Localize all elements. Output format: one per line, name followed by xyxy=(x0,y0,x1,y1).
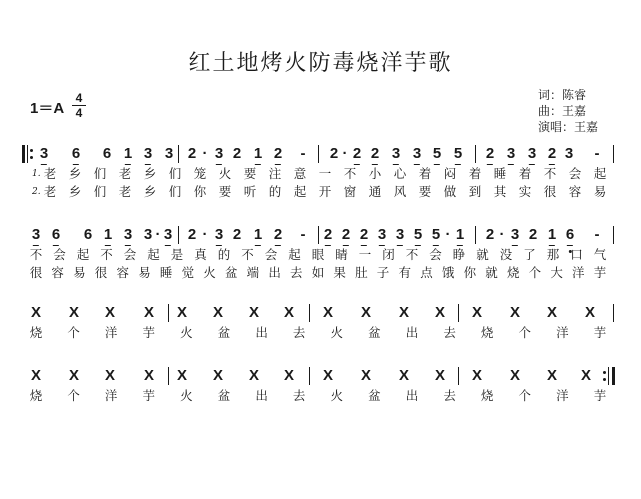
rhythm-note: X xyxy=(546,367,558,384)
note: 6 xyxy=(566,227,574,243)
dot-note: · xyxy=(342,145,348,162)
repeat-start-barline xyxy=(22,145,25,163)
lyric-char: 气 xyxy=(593,247,607,262)
lyric-char: 如 xyxy=(311,265,325,280)
credit-line: 词：陈睿 xyxy=(538,88,587,102)
lyric-char: 就 xyxy=(476,247,489,262)
note: 2 xyxy=(274,146,282,162)
lyric-char: 很 xyxy=(29,265,43,280)
note: 3 xyxy=(124,227,132,243)
rhythm-note: X xyxy=(68,367,80,384)
lyric-char: 起 xyxy=(147,247,160,262)
lyric-char: 洋 xyxy=(556,388,569,403)
lyric-char: 睡 xyxy=(159,265,173,280)
rhythm-note: X xyxy=(398,367,410,384)
score-system xyxy=(0,226,641,306)
lyric-char: 烧 xyxy=(480,388,494,403)
lyric-char: 芋 xyxy=(593,388,607,403)
lyric-char: 会 xyxy=(264,247,278,262)
lyric-char: 个 xyxy=(528,265,542,280)
verse-number: 1. xyxy=(32,169,41,179)
lyric-char: 了 xyxy=(523,247,536,262)
lyric-char: 其 xyxy=(493,184,507,199)
lyric-char: 要 xyxy=(218,184,232,199)
lyric-char: 易 xyxy=(593,184,607,199)
note: 2 xyxy=(187,226,197,243)
lyric-char: 开 xyxy=(318,184,332,199)
dot-note: · xyxy=(445,226,451,243)
note: 3 xyxy=(511,227,519,243)
rhythm-note: X xyxy=(546,304,558,321)
rhythm-note: X xyxy=(30,367,42,384)
lyric-char: 烧 xyxy=(29,325,43,340)
barline xyxy=(458,367,459,385)
rhythm-note: X xyxy=(143,367,155,384)
song-title: 红土地烤火防毒烧洋芋歌 xyxy=(188,51,453,76)
lyric-char: 真 xyxy=(194,247,207,262)
note: 3 xyxy=(164,145,174,162)
lyric-char: 就 xyxy=(485,265,498,280)
rhythm-note: X xyxy=(434,367,446,384)
note: 1 xyxy=(104,227,112,243)
lyric-char: 风 xyxy=(393,184,407,199)
note: 2 xyxy=(324,227,332,243)
score-system xyxy=(0,367,641,447)
lyric-char: 容 xyxy=(51,265,64,280)
note: 3 xyxy=(392,146,400,162)
lyric-char: 那 xyxy=(546,247,560,262)
rhythm-note: X xyxy=(471,304,483,321)
rhythm-note: X xyxy=(68,304,80,321)
lyric-char: 们 xyxy=(168,184,182,199)
time-numerator: 4 xyxy=(75,91,83,105)
barline xyxy=(458,304,459,322)
note: 5 xyxy=(454,146,462,162)
lyric-char: 乡 xyxy=(143,166,157,181)
rhythm-note: X xyxy=(434,304,446,321)
lyric-char: 窗 xyxy=(343,184,357,199)
lyric-char: 笼 xyxy=(193,166,207,181)
lyric-char: 着 xyxy=(418,166,432,181)
barline xyxy=(613,145,614,163)
lyric-char: 老 xyxy=(118,184,132,199)
rhythm-note: X xyxy=(580,367,592,384)
lyric-char: 觉 xyxy=(181,265,195,280)
lyric-char: 出 xyxy=(405,388,419,403)
lyric-char: 火 xyxy=(180,388,193,403)
lyric-char: 洋 xyxy=(104,325,118,340)
lyric-char: 起 xyxy=(288,247,301,262)
lyric-char: 要 xyxy=(243,166,257,181)
lyric-char: 的 xyxy=(268,184,282,199)
lyric-char: 果 xyxy=(333,265,346,280)
rhythm-note: X xyxy=(471,367,483,384)
lyric-char: 盆 xyxy=(368,388,381,403)
note: 3 xyxy=(378,227,386,243)
rhythm-note: X xyxy=(283,367,295,384)
lyric-char: 肚 xyxy=(355,265,368,280)
rhythm-note: X xyxy=(584,304,596,321)
lyric-char: 去 xyxy=(443,325,456,340)
note: 2 xyxy=(360,227,368,243)
note: 2 xyxy=(274,227,282,243)
lyric-char: 个 xyxy=(518,388,532,403)
lyric-char: 闷 xyxy=(443,166,457,181)
lyric-char: 心 xyxy=(393,166,407,181)
rhythm-note: X xyxy=(322,304,334,321)
lyric-char: 是 xyxy=(170,247,184,262)
lyric-char: 乡 xyxy=(68,184,82,199)
barline xyxy=(178,145,179,163)
lyric-char: 们 xyxy=(93,166,107,181)
note: 3 xyxy=(164,227,172,243)
lyric-char: 出 xyxy=(268,265,281,280)
rhythm-note: X xyxy=(248,304,260,321)
lyric-char: 通 xyxy=(368,184,382,199)
note: 3 xyxy=(143,226,153,243)
lyric-char: 不 xyxy=(405,247,419,262)
note: 3 xyxy=(528,146,536,162)
lyric-char: 芋 xyxy=(142,388,156,403)
rhythm-note: X xyxy=(283,304,295,321)
note: 5 xyxy=(414,227,422,243)
lyric-char: 容 xyxy=(568,184,582,199)
lyric-char: 洋 xyxy=(104,388,118,403)
lyric-char: 睛 xyxy=(335,247,348,262)
rhythm-note: X xyxy=(176,304,188,321)
dash-note: - xyxy=(594,226,600,243)
repeat-dot xyxy=(30,156,33,159)
lyric-char: 老 xyxy=(43,166,57,181)
time-denominator: 4 xyxy=(75,106,83,120)
lyric-char: 很 xyxy=(543,184,557,199)
barline xyxy=(168,367,169,385)
note: 2 xyxy=(371,146,379,162)
rhythm-note: X xyxy=(176,367,188,384)
lyric-char: 不 xyxy=(343,166,357,181)
rhythm-note: X xyxy=(30,304,42,321)
score-system xyxy=(0,145,641,225)
lyric-char: 个 xyxy=(67,325,80,340)
note: 2 xyxy=(187,145,197,162)
lyric-char: 易 xyxy=(138,265,151,280)
lyric-char: 口 xyxy=(570,247,583,262)
note: 3 xyxy=(396,227,404,243)
lyric-char: 盆 xyxy=(217,325,231,340)
note: 1 xyxy=(254,146,262,162)
lyric-char: 注 xyxy=(268,166,282,181)
lyric-char: 去 xyxy=(290,265,303,280)
barline xyxy=(318,226,319,244)
note: 2 xyxy=(485,226,495,243)
lyric-char: 端 xyxy=(246,265,260,280)
note: 3 xyxy=(564,145,574,162)
note: 5 xyxy=(433,146,441,162)
note: 6 xyxy=(52,227,60,243)
barline xyxy=(168,304,169,322)
note: 3 xyxy=(40,146,48,162)
lyric-char: 你 xyxy=(463,265,477,280)
barline xyxy=(475,145,476,163)
lyric-char: 睡 xyxy=(493,166,507,181)
dash-note: - xyxy=(300,145,306,162)
lyric-char: 火 xyxy=(180,325,193,340)
note: 5 xyxy=(432,227,440,243)
lyric-char: 一 xyxy=(318,166,332,181)
note: 2 xyxy=(353,146,361,162)
lyric-char: 火 xyxy=(218,166,232,181)
note: 2 xyxy=(329,145,339,162)
lyric-char: 着 xyxy=(518,166,532,181)
lyric-char: 会 xyxy=(568,166,582,181)
dot-note: · xyxy=(202,145,208,162)
lyric-char: 个 xyxy=(518,325,532,340)
dot-note: · xyxy=(202,226,208,243)
note: 1 xyxy=(548,227,556,243)
lyric-char: 点 xyxy=(420,265,433,280)
barline xyxy=(309,367,310,385)
dash-note: - xyxy=(594,145,600,162)
lyric-char: 出 xyxy=(405,325,419,340)
lyric-char: 容 xyxy=(116,265,130,280)
rhythm-note: X xyxy=(509,367,521,384)
rhythm-note: X xyxy=(143,304,155,321)
barline xyxy=(613,304,614,322)
lyric-char: 去 xyxy=(443,388,456,403)
repeat-dot xyxy=(30,149,33,152)
lyric-char: 起 xyxy=(593,166,607,181)
lyric-char: 们 xyxy=(93,184,107,199)
note: 3 xyxy=(215,146,223,162)
lyric-char: 的 xyxy=(217,247,231,262)
lyric-char: 有 xyxy=(398,265,412,280)
repeat-dot xyxy=(603,378,606,381)
dot-note: · xyxy=(155,226,161,243)
lyric-char: 要 xyxy=(418,184,432,199)
note: 3 xyxy=(507,146,515,162)
lyric-char: 小 xyxy=(368,166,382,181)
lyric-char: 出 xyxy=(255,388,268,403)
barline xyxy=(608,367,609,385)
lyric-char: 老 xyxy=(43,184,57,199)
lyric-char: 实 xyxy=(518,184,532,199)
rhythm-note: X xyxy=(104,367,116,384)
lyric-char: 芋 xyxy=(593,265,607,280)
lyric-char: 去 xyxy=(292,388,306,403)
note: 3 xyxy=(32,227,40,243)
lyric-char: 烧 xyxy=(480,325,494,340)
lyric-char: 烧 xyxy=(506,265,520,280)
note: 3 xyxy=(413,146,421,162)
rhythm-note: X xyxy=(212,367,224,384)
lyric-char: 子 xyxy=(376,265,390,280)
lyric-char: 洋 xyxy=(556,325,569,340)
lyric-char: 不 xyxy=(241,247,254,262)
lyric-char: 起 xyxy=(76,247,90,262)
dash-note: - xyxy=(300,226,306,243)
key-signature: 1＝A xyxy=(30,100,65,117)
lyric-char: 易 xyxy=(73,265,86,280)
lyric-char: 睁 xyxy=(452,247,466,262)
lyric-char: 火 xyxy=(330,325,344,340)
repeat-end-barline xyxy=(612,367,615,385)
lyric-char: 到 xyxy=(468,184,482,199)
lyric-char: 个 xyxy=(67,388,80,403)
lyric-char: 做 xyxy=(443,184,457,199)
lyric-char: 意 xyxy=(293,166,307,181)
note: 2 xyxy=(548,146,556,162)
credit-line: 演唱：王嘉 xyxy=(538,120,599,134)
note: 2 xyxy=(232,145,242,162)
lyric-char: 们 xyxy=(168,166,182,181)
lyric-char: 不 xyxy=(29,247,43,262)
lyric-char: 乡 xyxy=(68,166,82,181)
lyric-char: 出 xyxy=(255,325,268,340)
lyric-char: 大 xyxy=(550,265,563,280)
lyric-char: 你 xyxy=(193,184,207,199)
lyric-char: 老 xyxy=(118,166,132,181)
lyric-char: 盆 xyxy=(368,325,381,340)
lyric-char: 会 xyxy=(123,247,137,262)
lyric-char: 饿 xyxy=(441,265,455,280)
barline xyxy=(309,304,310,322)
lyric-char: 听 xyxy=(243,184,257,199)
lyric-char: 一 xyxy=(358,247,372,262)
rhythm-note: X xyxy=(509,304,521,321)
lyric-char: 盆 xyxy=(217,388,231,403)
lyric-char: 没 xyxy=(499,247,513,262)
repeat-dot xyxy=(603,371,606,374)
note: 6 xyxy=(72,146,80,162)
lyric-char: 不 xyxy=(543,166,557,181)
lyric-char: 起 xyxy=(293,184,307,199)
time-signature xyxy=(72,92,86,119)
verse-number: 2. xyxy=(32,187,41,197)
lyric-char: 烧 xyxy=(29,388,43,403)
lyric-char: 去 xyxy=(292,325,306,340)
note: 6 xyxy=(102,145,112,162)
repeat-start-barline xyxy=(27,145,28,163)
lyric-char: 不 xyxy=(100,247,113,262)
rhythm-note: X xyxy=(104,304,116,321)
lyric-char: 芋 xyxy=(142,325,156,340)
barline xyxy=(178,226,179,244)
note: 3 xyxy=(215,227,223,243)
rhythm-note: X xyxy=(360,367,372,384)
lyric-char: 芋 xyxy=(593,325,607,340)
note: 2 xyxy=(232,226,242,243)
rhythm-note: X xyxy=(322,367,334,384)
lyric-char: 火 xyxy=(330,388,344,403)
lyric-char: 洋 xyxy=(572,265,585,280)
note: 2 xyxy=(342,227,350,243)
lyric-char: 乡 xyxy=(143,184,157,199)
lyric-char: 着 xyxy=(468,166,482,181)
note: 2 xyxy=(528,226,538,243)
rhythm-note: X xyxy=(212,304,224,321)
rhythm-note: X xyxy=(248,367,260,384)
note: 1 xyxy=(456,227,464,243)
rhythm-note: X xyxy=(398,304,410,321)
barline xyxy=(318,145,319,163)
lyric-char: 眼 xyxy=(311,247,325,262)
lyric-char: 会 xyxy=(429,247,442,262)
barline xyxy=(475,226,476,244)
lyric-char: 盆 xyxy=(224,265,238,280)
credit-line: 曲：王嘉 xyxy=(538,104,587,118)
lyric-char: 火 xyxy=(203,265,216,280)
dot-note: · xyxy=(499,226,505,243)
note: 1 xyxy=(254,227,262,243)
barline xyxy=(613,226,614,244)
note: 1 xyxy=(124,146,132,162)
lyric-char: 闭 xyxy=(382,247,395,262)
note: 3 xyxy=(144,146,152,162)
note: 6 xyxy=(83,226,93,243)
note: 2 xyxy=(486,146,494,162)
lyric-char: 会 xyxy=(53,247,66,262)
lyric-char: 很 xyxy=(94,265,108,280)
rhythm-note: X xyxy=(360,304,372,321)
